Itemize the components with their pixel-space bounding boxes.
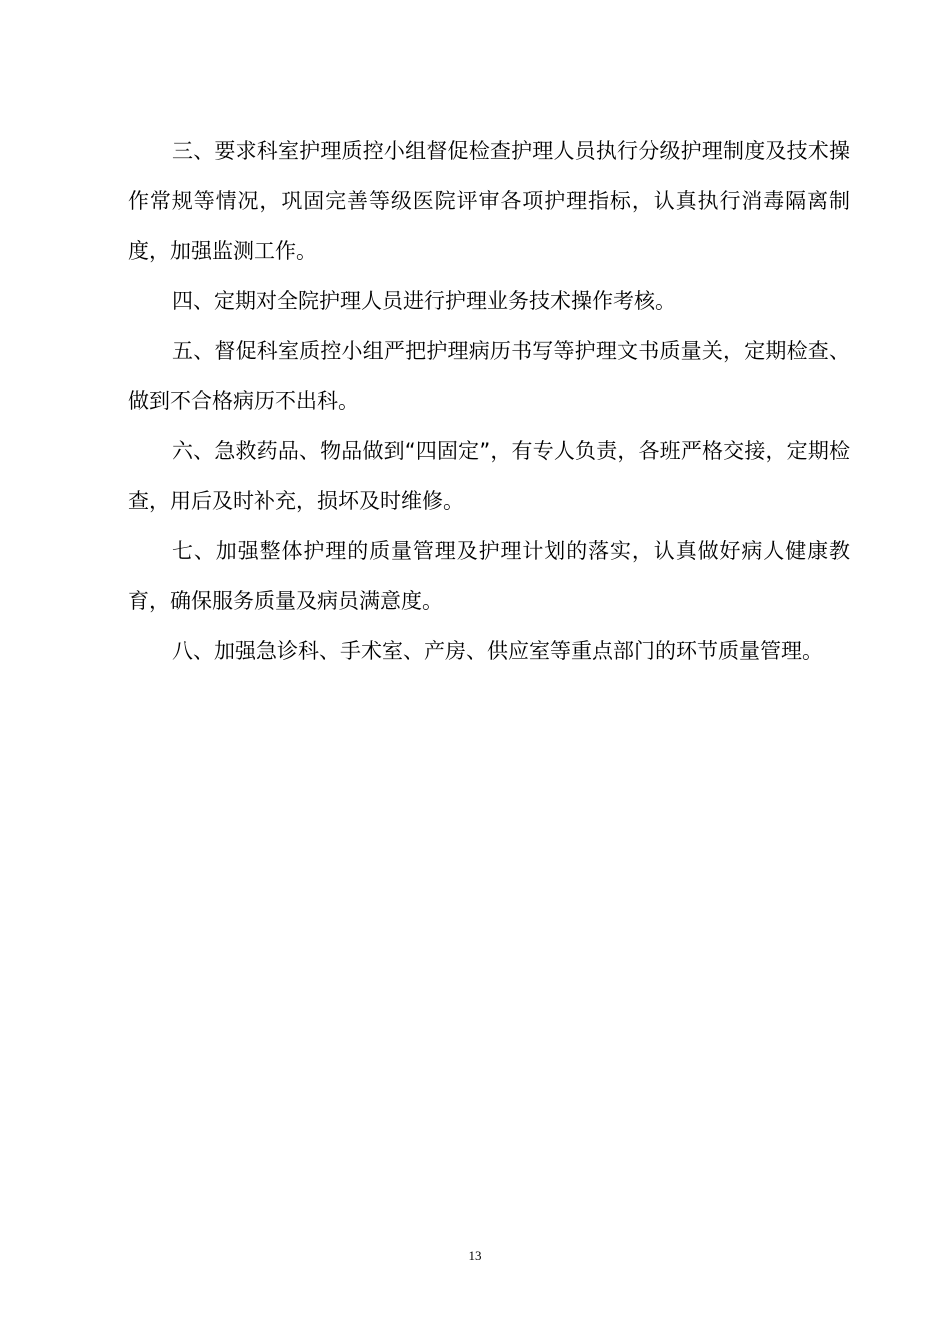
paragraph-7-holistic-care: 七、加强整体护理的质量管理及护理计划的落实，认真做好病人健康教育，确保服务质量及病员满意度。 [128, 539, 850, 613]
paragraph-5-record-quality: 五、督促科室质控小组严把护理病历书写等护理文书质量关，定期检查、做到不合格病历不出科。 [128, 339, 850, 413]
paragraph-6-emergency-supplies: 六、急救药品、物品做到“四固定”，有专人负责，各班严格交接，定期检查，用后及时补充，损坏及时维修。 [128, 439, 850, 513]
paragraph-3-grading-care: 三、要求科室护理质控小组督促检查护理人员执行分级护理制度及技术操作常规等情况，巩固完善等级医院评审各项护理指标，认真执行消毒隔离制度，加强监测工作。 [128, 139, 850, 263]
paragraph-8-key-departments: 八、加强急诊科、手术室、产房、供应室等重点部门的环节质量管理。 [172, 639, 823, 663]
paragraph-4-skill-assessment: 四、定期对全院护理人员进行护理业务技术操作考核。 [172, 289, 676, 313]
page-number: 13 [468, 1248, 482, 1263]
document-body [128, 126, 850, 676]
